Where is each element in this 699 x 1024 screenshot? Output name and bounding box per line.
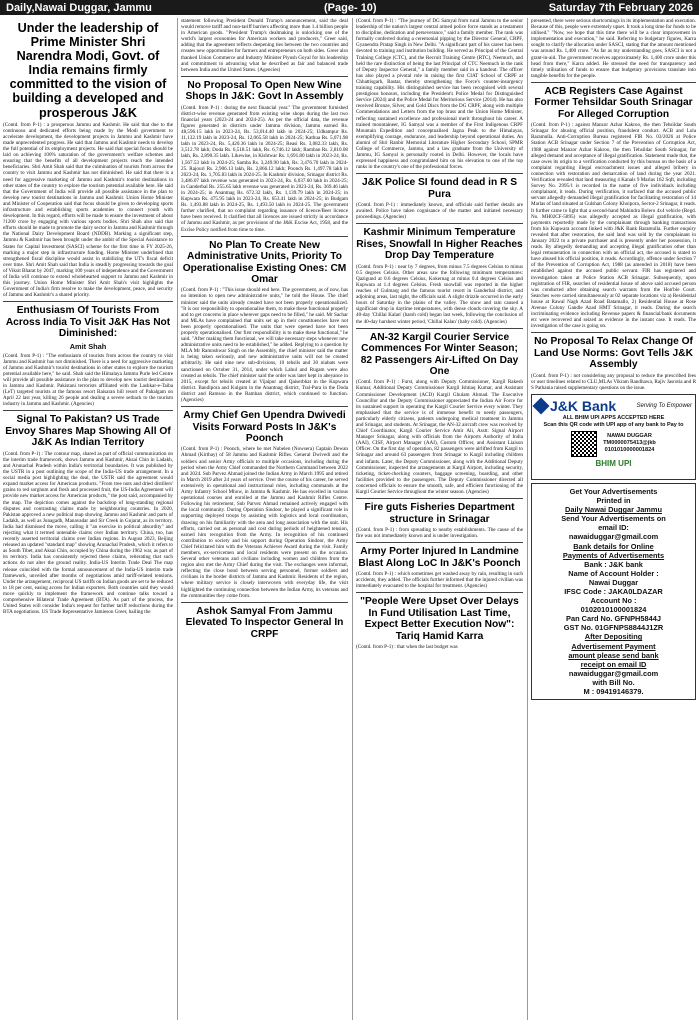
divider	[181, 406, 348, 407]
article-body: (Contd. from P-1) : Furst, along with Deputy Commissioner, Kargil Rakesh Kumar, Additional Deputy Commissioner Kargil Ishtiaq Kumar, and Assistant Commissioner Development (ACD) Kargil Ghulam Ahmad. The Executive Councillor and the Deputy Commissioner appreciated the Indian Air Force for its sustained support in operating the Kargil Courier Service every winter. They emphasised that the service is of immense benefit to needy passengers, particularly elderly citizens, patients undergoing medical treatment in Jammu and Srinagar, and students. At Srinagar, the AN-32 aircraft crew was received by Chief Coordinator, Kargil Courier Service Amir Ali, Asstt. Signal Airport Manager Srinagar, along with officials from the Airports Authority of India (AAI), CISF, Airport Manager (AAI), Custom Officer, and Assistant Liaison Officer. On the first day of operation, 82 passengers were airlifted from Kargil to Srinagar and around 63 passengers from Srinagar to Kargil including children and infants. Later, the Deputy Commissioner, along with the Additional Deputy Commissioner, inspected the arrangements at Kargil Airport, including security, ticketing, ticket-checking counters, baggage screening, boarding, and other facilities provided to the passengers. The Deputy Commissioner directed all concerned officials to ensure the smooth, safe, and efficient functioning of the Kargil Courier Service throughout the winter season. (Agencies)	[356, 379, 523, 496]
upi-id: TM0000075413@jkb	[603, 440, 656, 447]
headline-crpf: Ashok Samyal From Jammu Elevated To Inspector General In CRPF	[185, 605, 344, 640]
headline-fire: Fire guts Fisheries Department structure in Srinagar	[364, 502, 515, 525]
bank-name: J&K Bank	[550, 397, 617, 414]
headline-landmine: Army Porter Injured In Landmine Blast Along LoC In J&K's Poonch	[358, 546, 521, 569]
article-body: (Contd. from P-1) : immediately known, and officials said further details are awaited. Police have taken cognisance of the matter and initiated necessary proceedings. (Agencies)	[356, 202, 523, 221]
ad-line: Get Your Advertisements	[569, 486, 658, 496]
headline-modi-jk: Under the leadership of Prime Minister Shri Narendra Modi, Govt. of India remains firmly committed to the vision of building a developed and prosperous J&K	[9, 21, 167, 120]
masthead-page-number: (Page- 10)	[324, 1, 377, 14]
upi-payee: NAWAI DUGGAR	[607, 433, 652, 440]
divider	[531, 82, 696, 83]
ad-line: Name of Account Holder :	[568, 568, 659, 578]
headline-kashmir-temperature: Kashmir Minimum Temperature Rises, Snowfall In Higher Reaches Drop Day Temperature	[356, 227, 523, 262]
bank-slogan: Serving To Empower	[636, 402, 692, 409]
ad-line: Daily Nawai Duggar Jammu	[565, 505, 662, 515]
headline-acb: ACB Registers Case Against Former Tehsildar South Srinagar For Alleged Corruption	[534, 85, 693, 120]
column-2	[177, 18, 351, 1020]
article-body: (Contd. from P-1) : Poonch, where he met Nubelen (Nowsera) Captain Dewan Ahmad (Kirthay) of 58 Jammu and Kashmir Rifles. General Dwivedi and the soldiers and senior Army officials to multiple occasions, including during the period when the Army Chief commanded the Northern Command between 2022 and 2024. Sub Parvez Ahmad joined the Indian Army in March 1995 and retired in March 2019 after 24 years of service. Over the course of his career, he served extensively in operational and instructional roles, including commands at the Army Infantry School Mhow, in Jammu & Kashmir. He has excelled in various operational courses and enrolled at the Jammu and Kashmir Rifles Centre. Following his retirement, Sub Parvez Ahmad remained actively engaged with the local community. During Operation Sindoor, he played a significant role in supporting deployed troops by assisting with logistics and local coordination, drawing on his familiarity with the area and long association with the unit. His efforts, carried out as personal and cost during periods of heightened tension, earned him recognition from the Army. In recognition of his continued contribution to society and his support during Operation Sindoor, the Army Chief felicitated him with the Veterans Achiever Award during the visit. Family members, ex-servicemen and local residents were present on the occasion. Several other veterans and civilians including women and children from the region also met the Army Chief during the visit. The exchanges were informal, reflecting the close bond between serving personnel, former soldiers and civilians in the border districts of Jammu and Kashmir. Residents of the region, where military service is closely interwoven with everyday life, the visit highlighted the continuing connection between the Indian Army, its veterans and the communities they come from.	[181, 446, 348, 599]
bank-advertisement	[531, 394, 696, 480]
ad-phone: M : 09419146379.	[583, 687, 644, 696]
headline-karra: "People Were Upset Over Delays In Fund Utilisation Last Time, Expect Better Execution Now": Tariq Hamid Karra	[360, 596, 519, 642]
masthead	[0, 0, 699, 15]
divider	[356, 328, 523, 329]
headline-land-use: No Proposal To Relax Change Of Land Use Norms: Govt Tells J&K Assembly	[534, 336, 693, 371]
masthead-paper-name: Daily,Nawai Duggar, Jammu	[6, 1, 152, 14]
ad-line: with Bill No.	[592, 677, 635, 687]
ad-line: After Depositing	[584, 632, 643, 642]
ad-line: Bank : J&K bank	[584, 559, 643, 569]
article-body: (Contd. from P-1) : a prosperous Jammu and Kashmir. He said that due to the continuous and dedicated efforts being made by the Modi government to accelerate development, the development projects in Jammu and Kashmir have made unprecedented progress. He said that Jammu and Kashmir needs to develop the full potential of its employment projects. He said that special focus should be laid on achieving 100% saturation of the government's welfare schemes and ensuring that the benefits of all development projects reach the intended beneficiaries. Shri Amit Shah said that the culmination of tourists from across the country to visit Jammu and Kashmir has not diminished. He said that there is a need for aggressive marketing of Jammu and Kashmir's tourist destinations in other states of the country to explore the tourism potential available here. He said that the Government of India will provide all possible assistance in the plan to develop new tourist destinations in Jammu and Kashmir. Union Home Minister and Minister of Cooperation said that focus should be given to developing sports infrastructure and establishing sports academies to connect youth with development. In this regard, efforts will be made to ensure the investment of about ?1200 crore by engaging with various sports bodies. Shri Shah also said that efforts should be made to promote the dairy sector in Jammu and Kashmir through the National Dairy Development Board (NDDB). Marking a significant step, Jammu & Kashmir has been brought under the ambit of the Special Assistance to States for Capital Investment (SASCI) scheme for the first time in FY 2025-26, marking a major step in infrastructure funding. Home Minister underlined that strengthened fiscal discipline would assist in stabilizing the UT's fiscal deficit over time. Shri Amit Shah said that India is steadily progressing towards the goal of Viksit Bharat by 2047, marking 100 years of independence and the Government of India will continue to extend wholehearted support to Jammu and Kashmir in this journey. Union Home Minister Shri Amit Shah's visit highlights the Government of India's firm resolve to make the development, peace, and security of Jammu and Kashmir's a shared priority.	[3, 121, 173, 299]
advertisement-info-box	[531, 483, 696, 700]
column-1	[0, 18, 176, 1020]
ad-line: Payments of Advertisements	[562, 550, 665, 560]
article-body: (Contd. from P-1) : "The enthusiasm of tourists from across the country to visit Jammu and Kashmir has not diminished. There is a need for aggressive marketing of Jammu and Kashmir's tourist destinations in other states to explore the tourism potential available here," he said. Shah said the Himalaya Jammu Purle led Centre will provide all possible assistance in the plan to develop new tourist destinations in Jammu and Kashmir. Pakistani terrorists affiliated with the Lashkar-e-Taiba (LeT) targeted tourists at the famous resort Baisaran hill resort of Pahalgam on April 22 last year, killing 26 people and dealing a severe setback to the tourism industry in Jammu and Kashmir. (Agencies)	[3, 352, 173, 408]
article-body: (Contd. from P-1) : against Manzor Azhar Kakroo, the then Tehsildar South Srinagar for abusing official position, fraudulent conduct. ACB and Lola Baramulla. Anti-Corruption Bureau registered FIR No. 03/2026 at Police Station ACB Srinagar under Section 7 of the Prevention of Corruption Act, 1988 against Manzor Azhar Kakroo, the then Tehsildar South Srinagar, for alleged demand and acceptance of illegal gratification. Statement made that, the case owes its origin to a verification conducted by this bureau on the basis of a complaint regarding illegal encroachment issues and alleged bribery in connection with restoration and demarcation of land during the year 2021. Verification revealed that land measuring 4 Kanals 9 Marlas 162 Sqft, including Survey No. 2995/1 is recorded in the name of five individuals including complainant, it reads. During verification, it surfaced that the accused public servant allegedly demanded illegal gratification for facilitating restoration of 14 Marlas of land situated at Gulshan Colony Khoipora, Sector-2 Srinagar, it reads. It further came to light that a second-hand Mahindra Bolero 4x4 vehicle (Regd. No. MH02CF-5895) was allegedly accepted as illegal gratification, with payments reportedly made by the complainant through banking transactions from his Kupwara account linked with J&K Bank Baramulla. Further enquiry revealed that after restoration, the said land was sold by the complainant in January 2022 to a private purchaser and is presently under her possession, it reads. By allegedly demanding and accepting illegal gratification other than legal remuneration in connection with an official act, the accused is stated to have abused his official position, it reads. Accordingly, offence under Section 7 of the Prevention of Corruption Act, 1988 (as amended in 2018) have been established against the accused public servant. FIR has registered and investigation taken at Police Station ACB Srinagar. Subsequently, upon registration of FIR, searches of residential house of above said accused person was conducted after obtaining search warrants from the Hon'ble Court. Searches were carried simultaneously at 02 separate locations viz a) Residential house at Rawal Nagh Azad Road Batamallo, 2) Residential House at Rose Avenue Colony Gandle Azad HMT Srinagar, it reads. During the search incriminating evidence including Revenue papers & financial/bank documents etc were recovered and seized as evidence in the instant case. It reads. The investigation of the case is going on.	[531, 122, 697, 330]
article-body: statement following President Donald Trump's announcement, said the deal would remove tariff and non-tariff barriers affecting more than 1.4 billion people in American goods. "President Trump's dealmaking is unlocking one of the world's largest economies for American workers and producers," Greer said, adding that the agreement reflects deepening ties between the two countries and creates new opportunities for farmers and entrepreneurs on both sides. Greer also thanked Union Commerce and Industry Minister Piyush Goyal for his leadership and commitment to advancing what he described as fair and balanced trade between India and the United States. (Agencies)	[181, 18, 349, 73]
article-body: (Contd. from P-1) : not considering any proposal to reduce the prescribed fees or user timelines related to CLU,MLAs Vikram Randhawa, Rajiv Jasrotia and R S Pathania raised supplementary questions on the issue.	[531, 372, 696, 391]
ad-line: Nawai Duggar	[588, 577, 639, 587]
ad-line: receipt on email ID	[580, 659, 647, 669]
headline-kargil-courier: AN-32 Kargil Courier Service Commences For Winter Season; 82 Passengers Air-Lifted On Day One	[360, 331, 519, 377]
column-3	[352, 18, 526, 1020]
upi-accepted-line: ALL BHIM UPI APPS ACCEPTED HERE	[562, 414, 665, 421]
headline-admin-units: No Plan To Create New Administrative Units, Priority To Operationalise Existing Ones: CM Omar	[182, 239, 347, 285]
divider	[356, 542, 523, 543]
divider	[181, 236, 348, 237]
ad-line: 0102010100001824	[580, 605, 647, 615]
divider	[356, 223, 523, 224]
ad-email: nawaiduggar@gmail.com	[568, 668, 659, 678]
upi-account: 0101010000001824	[604, 447, 655, 454]
ad-line: email ID:	[598, 523, 629, 533]
ad-email: nawaiduggar@gmail.com	[568, 532, 659, 542]
article-body: (Contd. from P-1) : "This issue should end here. The government, as of now, has no intention to open new administrative units," he told the House. The chief minister said the units already created have not been properly operationalized. "It is our responsibility to operationalise them, to make these functional properly and to get concerns in place wherever gaps need to be filled," he said. Mr Sachar and MLAs have complained that units set up in their constituencies have not been properly operationalised. The units that were opened have not been properly operationalised. Our first responsibility is to make these functional," he said. "After making them functional, we will take necessary steps whenever new administrative units need to be established," he added. Replying to a question by MLA Mr Ramnshwar Singh on the Assembly, the chief minister said the matter is being taken seriously, and new administrative units will not be created arbitrarily. He said nine new sub-divisions, 10 tehsils and 30 niabats were sanctioned on October 31, 2014, under which Lahul and Rugam were also created as tehsils. The chief minister said the order was later kept in abeyance in 2015, except for tehsils created at Vijaipur and Qaiserbhat in the Kupwara district. Bandipora and Kulgam in the Anantnag district, Tral-Pura in the Doda district and Ramsoo in the Ramban district, which continued to function. (Agencies)	[181, 287, 348, 404]
upi-scan-line: Scan this QR code with UPI app of any bank to Pay to	[543, 421, 684, 428]
article-body: presented, there were serious shortcomings in its implementation and execution. Because of this, people were extremely upset. It took a long time for funds to be utilised." "Now, we hope that this time there will be a clear improvement in implementation and execution," he said. Referring to budgetary figures, Karra sought to clarify the allocation under SASCI, stating that the amount mentioned was around Rs. 1,400 crore. "As far as my understanding goes, SASCI is not a grant-in-aid. The government receives approximately Rs. 1,400 crore under this head from there," Karra added. He stressed the need for transparency and timely utilisation of funds to ensure that budgetary provisions translate into tangible benefits for the people.	[531, 18, 696, 79]
ad-line: GST No. 01GFNPS8844J1ZR	[563, 623, 664, 633]
divider	[531, 332, 696, 333]
headline-police-si: J&K Police SI found dead in R S Pura	[361, 177, 518, 200]
headline-army-chief: Army Chief Gen Upendra Dwivedi Visits Forward Posts In J&K's Poonch	[183, 410, 346, 444]
divider	[356, 173, 523, 174]
article-body: (Contd. from P-1) : during the next financial year." The government furnished district-wise revenue generated from existing wine shops during the last two financial years (2023-24 and 2024-25). As per the official data, the revenue figures generated in districts under Jammu division, Jammu earned Rs. 48,596.15 lakh in 2023-24, Rs. 53,014.40 lakh in 2024-25; Udhampur Rs. 11,132.19 lakh in 2023-24, Rs. 12,065.58 lakh in 2024-25; Kathua Rs. 5,071.98 lakh in 2023-24, Rs. 5,420.36 lakh in 2024-25; Reasi Rs. 3,082.33 lakh, Rs. 3,512.78 lakh; Doda Rs. 6,518.51 lakh, Rs. 6,746.12 lakh; Ramban Rs. 2,810.08 lakh, Rs. 2,890.35 lakh. Likewise, in Kishtwar Rs. 1,691.80 lakh in 2023-24, Rs. 1,567.53 lakh in 2024-25; Samba Rs. 3,249.90 lakh, Rs. 3,476.70 lakh in 2024-25. Rajouri Rs. 2,906.13 lakh, Rs. 2,866.12 lakh; Poonch Rs. 1,497.78 lakh in 2023-24, Rs. 1,705.83 lakh in 2024-25. In Kashmir division, Srinagar district Rs. 3,486.07 lakh revenue was generated in 2023-24, Rs. 6,037.60 lakh in 2024-25; in Ganderbal Rs. 255.65 lakh revenue was generated in 2023-24, Rs. 369.46 lakh in 2024-25; in Anantnag Rs. 672.32 lakh, Rs. 1,139.79 lakh in 2024-25; in Kupwara Rs. 475.95 lakh in 2023-24, Rs. 653.41 lakh in 2024-25; in Budgam Rs. 1,493.88 lakh in 2024-25, Rs. 1,493.50 lakh in 2024-25. The government further clarified, that no complaint regarding issuance of licence/Beer licence have been received. It clarified that all licences are issued strictly in accordance of Jammu and Kashmir, as per provisions of the J&K Excise Act, 1958, and the Excise Policy notified from time to time.	[181, 104, 348, 233]
bhim-upi-logo: BHIM UPI	[595, 458, 632, 468]
ad-line: amount please send bank	[568, 650, 659, 660]
article-body: (Contd. from P-1) : which sometimes get washed away by rain, resulting in such accidents, they added. The officials further informed that the injured civilian was immediately evacuated to the hospital for treatment. (Agencies)	[356, 571, 523, 590]
column-4	[527, 18, 699, 1020]
ad-line: Printed in	[596, 496, 631, 506]
article-body: (Contd. from P-1) : The contour map, shared as part of official communication on the interim trade framework, shows Jammu and Kashmir, Aksai Chin in Ladakh, and Arunachal Pradesh within India's territorial boundaries. It was published by the USTR in a post outlining the scope of the India-US trade arrangement. In a social media post highlighting the deal, the USTR said the agreement would expand market access for American products. "From tree nuts and dried distillers' grains to red sorghum and fresh and processed fruit, the US-India Agreement will provide new market access for American products," the post said, accompanied by the map. The depiction comes against the backdrop of long-standing regional disputes and contrasting claims made by neighbouring countries. In 2020, Pakistan approved a new political map showing Jammu and Kashmir and parts of Ladakh, as well as Junagadh, Manavadar and Sir Creek in Gujarat, as its territory. India had dismissed the move, calling it "an exercise in political absurdity" and rejecting what it termed untenable claims over Indian territory. China, too, has recently asserted territorial claims over Indian regions. In August 2023, Beijing released an updated "standard map" showing Arunachal Pradesh, which it refers to as South Tibet, and Aksai Chin, occupied by China during the 1962 war, as part of its territory. India has consistently rejected these claims, reiterating that such actions do not alter the ground reality. India-US Interim Trade Deal The map release coincided with the formal announcement of the India-US interim trade framework, unveiled after months of negotiations amid tariff-related tensions. Under the arrangement, reciprocal US tariffs on Indian goods are set to be reduced to 18 per cent, easing access for Indian exporters. Both countries said they would move quickly to implement the framework and continue talks toward a comprehensive Bilateral Trade Agreement (BTA). As part of the process, the United States will consider India's request for further tariff reductions during the BTA negotiations. US Trade Representative Jamieson Greer, hailing the	[3, 450, 173, 616]
divider	[356, 498, 523, 499]
ad-line: Advertisement Payment	[571, 641, 656, 651]
article-body: (Contd. from P-1) : near by 7 degrees, from minus 7.5 degrees Celsius to minus 0.5 degrees Celsius. Other areas saw the following minimum temperatures: Qazigund at 0.6 degrees Celsius, Kokernag at minus 0.4 degrees Celsius and Kupwara at 1.4 degrees Celsius. Fresh snowfall was reported in the higher reaches of Gulmarg and the famous tourist resort in Ganderbal district, and adjoining areas, last night, the officials said. A slight drizzle occurred in the early hours of Saturday in the plains of the valley. The snow and rain caused a significant drop in daytime temperatures, with dense clouds covering the sky. A 40-day 'Chillai Kalan' (harsh cold) began last week, following the conclusion of the 40-day harshest winter period, 'Chillai Kalan' (baby cold). (Agencies)	[356, 263, 523, 325]
divider	[3, 301, 173, 302]
divider	[181, 76, 348, 77]
divider	[181, 602, 348, 603]
ad-line: Bank details for Online	[573, 541, 654, 551]
article-body: (Contd. from P-1) : that when the last budget was	[356, 643, 458, 650]
article-body: (Contd. from P-1) : from spreading to nearby establishments. The cause of the fire was not immediately known and is under investigation.	[356, 526, 523, 540]
ad-line: Account No :	[590, 596, 637, 606]
ad-line: IFSC Code : JAKA0LDAZAR	[564, 586, 663, 596]
bank-logo-icon	[533, 397, 550, 414]
bank-logo	[535, 398, 616, 414]
divider	[356, 592, 523, 593]
byline: Amit Shah	[69, 341, 107, 351]
headline-wine-shops: No Proposal To Open New Wine Shops In J&K: Govt In Assembly	[185, 79, 344, 103]
headline-us-map: Signal To Pakistan? US Trade Envoy Shares Map Showing All Of J&K As Indian Territory	[5, 414, 171, 449]
ad-line: Pan Card No. GFNPH5844J	[566, 614, 661, 624]
qr-code-icon	[571, 431, 597, 457]
upi-details	[603, 433, 656, 454]
article-body: (Contd. from P-1) : "The journey of DG Samyal from rural Jammu to the senior leadership of the nation's largest central armed police force stands as a testament to discipline, dedication and perseverance," said a family member. The rank was formally conferred during a ceremonial pipping by the Director General, CRPF, Gyanendra Pratap Singh in New Delhi. "A significant part of his career has been devoted to training and institution building. He served as Principal of the Central Training College (CTC), and the Recruit Training Centre (RTC), Neemuch, and held the rare distinction of being the last Principal of CTC Neemuch in the rank of Deputy Inspector General," a family member said in a handout. The officer has also played a pivotal role in raising the first CIAT School of CRPF at Chhattisgarh, Bastar, thereby strengthening the Force's counter-insurgency training capability. His distinguished service has been recognised with several prestigious honours, including the President's Police Medal for Distinguished Service (2024) and the Police Medal for Meritorious Service (2014). He has also received Bronze, Silver, and Gold Discs from the DG CRPF, along with multiple Commendations and Letters from the top brass and the Union Home Minister, reflecting sustained excellence and professional merit throughout his career. A trained mountaineer, IG Samyal was a member of the First Indigenous CRPF Mountain Expedition and conceptualised Jagna Peak to the Himalayas, exemplifying courage, endurance, and leadership beyond operational duties. An alumni of Shri Ranbir Memorial Literature Higher Secondary School, SPMR College of Commerce, Jammu, and a law graduate from the University of Jammu, IG Samyal is personally rooted in Delhi. However, the locals have expressed happiness and congratulated him on his elevation to one of the top ranks in the country's one of the professional forces.	[356, 18, 523, 171]
headline-tourists: Enthusiasm Of Tourists From Across India To Visit J&K Has Not Diminished:	[5, 305, 171, 340]
ad-line: Send Your Advertisements on	[561, 514, 666, 524]
masthead-date: Saturday 7th February 2026	[548, 1, 693, 14]
divider	[3, 410, 173, 411]
